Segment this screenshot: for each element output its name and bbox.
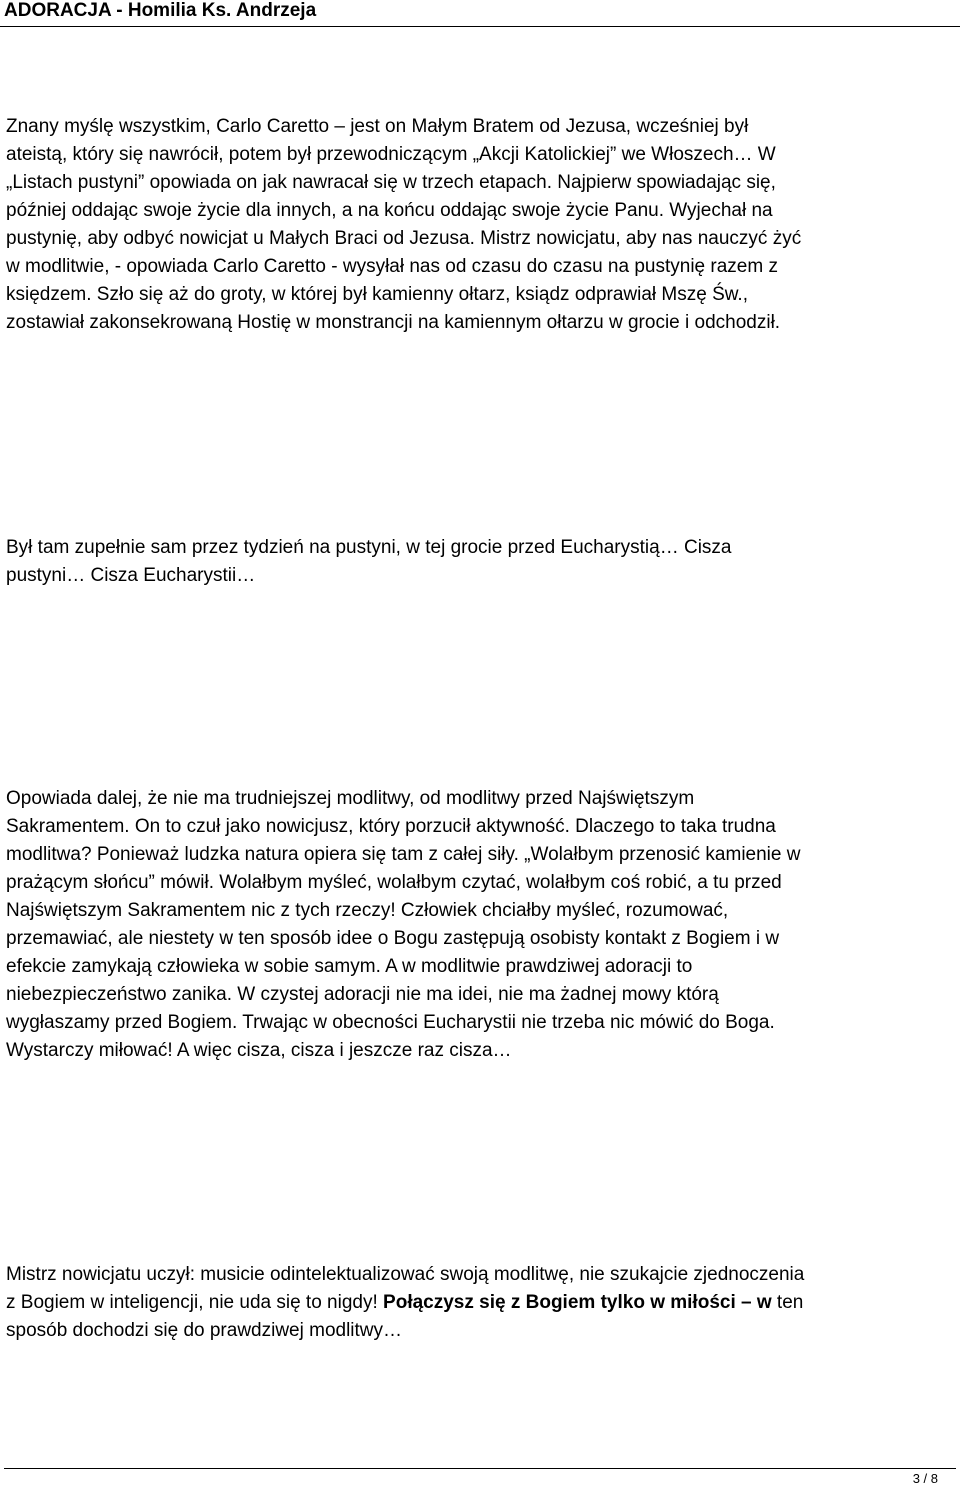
document-title: ADORACJA - Homilia Ks. Andrzeja (4, 0, 317, 21)
text-line: efekcie zamykają człowieka w sobie samym. A w modlitwie prawdziwej adoracji to (6, 956, 693, 977)
text-line: księdzem. Szło się aż do groty, w której był kamienny ołtarz, ksiądz odprawiał Mszę Św., (6, 284, 748, 305)
page-number: 3 / 8 (912, 1471, 938, 1486)
text-line: Sakramentem. On to czuł jako nowicjusz, który porzucił aktywność. Dlaczego to taka trudna (6, 816, 776, 837)
paragraph-1 (6, 113, 958, 337)
text-line: w modlitwie, - opowiada Carlo Caretto - wysyłał nas od czasu do czasu na pustynię razem z (6, 256, 778, 277)
text-line: Znany myślę wszystkim, Carlo Caretto – jest on Małym Bratem od Jezusa, wcześniej był (6, 116, 749, 137)
text-line: Opowiada dalej, że nie ma trudniejszej modlitwy, od modlitwy przed Najświętszym (6, 788, 695, 809)
text-line: niebezpieczeństwo zanika. W czystej adoracji nie ma idei, nie ma żadnej mowy którą (6, 984, 719, 1005)
text-line: zostawiał zakonsekrowaną Hostię w monstrancji na kamiennym ołtarzu w grocie i odchodził. (6, 312, 781, 333)
paragraph-4 (6, 1261, 958, 1345)
footer-divider (4, 1468, 956, 1469)
page-header (0, 0, 960, 27)
text-line: później oddając swoje życie dla innych, a na końcu oddając swoje życie Panu. Wyjechał na (6, 200, 773, 221)
text-segment: z Bogiem w inteligencji, nie uda się to nigdy! (6, 1292, 384, 1313)
text-line: „Listach pustyni” opowiada on jak nawracał się w trzech etapach. Najpierw spowiadając się, (6, 172, 776, 193)
text-line: wygłaszamy przed Bogiem. Trwając w obecności Eucharystii nie trzeba nic mówić do Boga. (6, 1012, 775, 1033)
text-line: Wystarczy miłować! A więc cisza, cisza i jeszcze raz cisza… (6, 1040, 512, 1061)
paragraph-3 (6, 785, 958, 1065)
text-line: pustyni… Cisza Eucharystii… (6, 565, 256, 586)
text-segment: ten (771, 1292, 804, 1313)
text-line: pustynię, aby odbyć nowicjat u Małych Braci od Jezusa. Mistrz nowicjatu, aby nas nauczyć żyć (6, 228, 802, 249)
text-line: ateistą, który się nawrócił, potem był przewodniczącym „Akcji Katolickiej” we Włoszech… W (6, 144, 776, 165)
text-line: Najświętszym Sakramentem nic z tych rzeczy! Człowiek chciałby myśleć, rozumować, (6, 900, 729, 921)
text-line: prażącym słońcu” mówił. Wolałbym myśleć, wolałbym czytać, wolałbym coś robić, a tu przed (6, 872, 782, 893)
paragraph-2 (6, 534, 958, 590)
text-line: sposób dochodzi się do prawdziwej modlitwy… (6, 1320, 403, 1341)
text-line: Mistrz nowicjatu uczył: musicie odintelektualizować swoją modlitwę, nie szukajcie zjednoczenia (6, 1264, 805, 1285)
text-line: przemawiać, ale niestety w ten sposób idee o Bogu zastępują osobisty kontakt z Bogiem i w (6, 928, 780, 949)
text-line: modlitwa? Ponieważ ludzka natura opiera się tam z całej siły. „Wolałbym przenosić kamienie w (6, 844, 801, 865)
bold-emphasis: Połączysz się z Bogiem tylko w miłości – w (383, 1292, 772, 1313)
text-line (6, 1289, 958, 1317)
text-line: Był tam zupełnie sam przez tydzień na pustyni, w tej grocie przed Eucharystią… Cisza (6, 537, 732, 558)
